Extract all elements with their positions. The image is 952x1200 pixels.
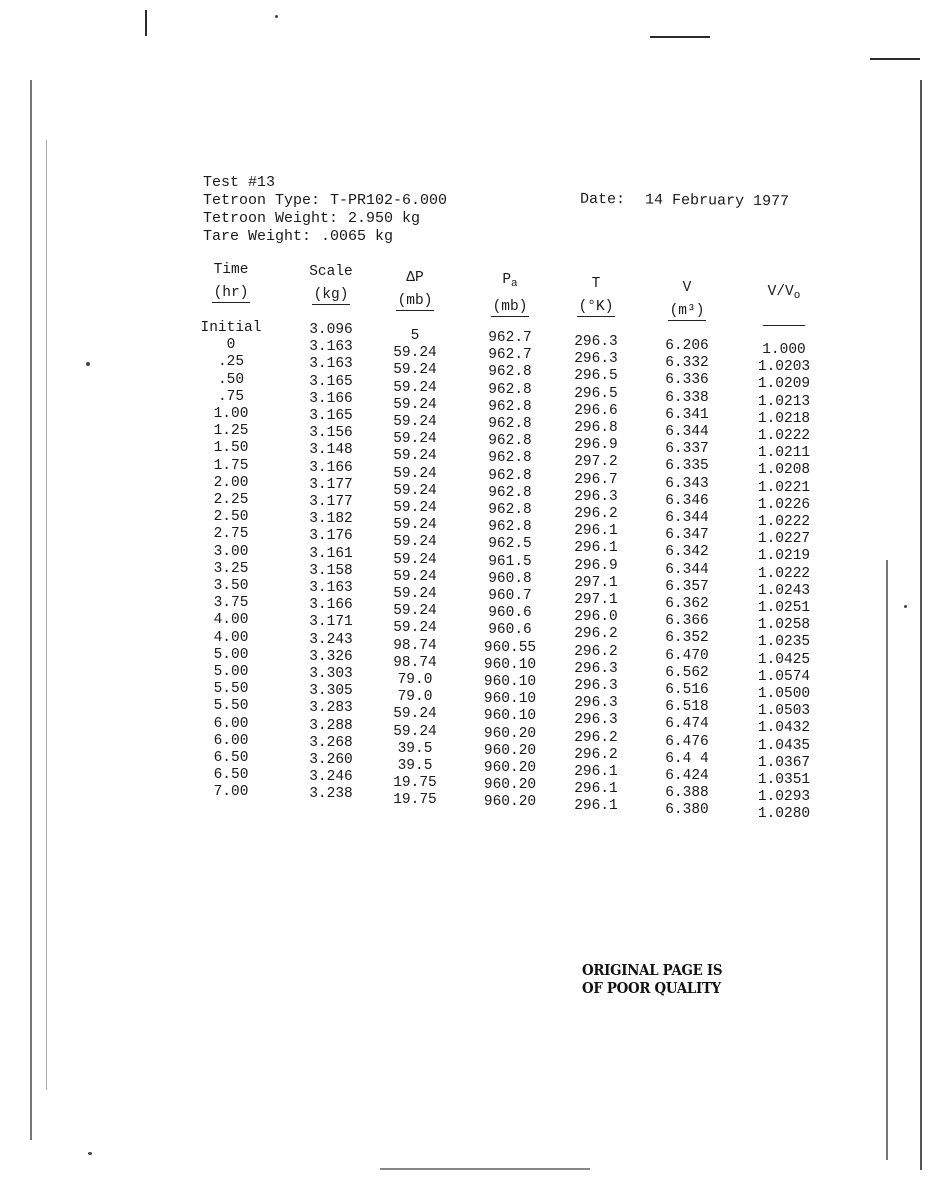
- cell-dp: 98.74: [393, 654, 437, 671]
- cell-t: 296.0: [574, 609, 618, 626]
- tare-weight-value: .0065 kg: [321, 228, 394, 245]
- test-number: Test #13: [203, 174, 276, 191]
- cell-vv: 1.0280: [757, 806, 811, 823]
- cell-t: 296.1: [574, 781, 618, 798]
- cell-time: 0: [226, 337, 236, 354]
- cell-pa: 960.6: [488, 605, 532, 622]
- column-title-v: V: [682, 280, 692, 296]
- cell-pa: 962.8: [488, 502, 532, 519]
- cell-time: 2.25: [213, 492, 249, 509]
- cell-vv: 1.0235: [757, 634, 811, 651]
- column-t: [552, 276, 640, 816]
- cell-dp: 59.24: [393, 414, 437, 431]
- scan-border-top-right-2: [870, 58, 920, 60]
- cell-v: 6.424: [665, 768, 709, 785]
- cell-pa: 960.10: [483, 656, 537, 673]
- cell-t: 296.5: [574, 368, 618, 385]
- cell-time: 3.75: [213, 595, 249, 612]
- scan-speck: [275, 15, 278, 18]
- cell-scale: 3.171: [309, 614, 353, 631]
- test-header: [203, 174, 447, 246]
- v-ratio-subscript: o: [793, 290, 801, 302]
- cell-time: 4.00: [213, 612, 249, 629]
- column-unit-v: (m³): [668, 303, 707, 321]
- cell-dp: 59.24: [393, 448, 437, 465]
- cell-t: 296.3: [574, 660, 618, 677]
- cell-pa: 962.8: [488, 364, 532, 381]
- cell-vv: 1.0251: [757, 600, 811, 617]
- cell-pa: 962.7: [488, 330, 532, 346]
- scan-speck: [904, 605, 907, 608]
- cell-v: 6.346: [665, 492, 709, 509]
- column-unit-t: (°K): [577, 299, 616, 317]
- cell-v: 6.344: [665, 561, 709, 578]
- tare-weight-label: Tare Weight:: [203, 228, 312, 245]
- cell-dp: 39.5: [397, 740, 433, 757]
- cell-t: 296.9: [574, 557, 618, 574]
- column-delta-p: [376, 270, 454, 810]
- cell-pa: 960.55: [483, 639, 537, 656]
- cell-dp: 79.0: [397, 672, 433, 689]
- pa-symbol: P: [502, 272, 512, 288]
- cell-pa: 960.8: [488, 570, 532, 587]
- cell-dp: 59.24: [393, 396, 437, 413]
- cell-scale: 3.182: [309, 511, 353, 528]
- cell-vv: 1.0222: [757, 514, 811, 531]
- column-unit-delta-p: (mb): [396, 293, 435, 311]
- cell-dp: 59.24: [393, 517, 437, 534]
- tetroon-weight-row: [203, 210, 447, 228]
- column-title-time: Time: [213, 262, 249, 278]
- cell-v: 6.336: [665, 372, 709, 389]
- cell-vv: 1.0221: [757, 479, 811, 496]
- cell-time: .75: [217, 388, 245, 405]
- cell-scale: 3.165: [309, 373, 353, 390]
- cell-v: 6.362: [665, 596, 709, 613]
- cell-t: 296.9: [574, 437, 618, 454]
- cell-vv: 1.0258: [757, 617, 811, 634]
- cell-scale: 3.166: [309, 459, 353, 476]
- cell-v: 6.4 4: [665, 750, 709, 767]
- cell-pa: 962.8: [488, 484, 532, 501]
- cell-time: 1.50: [213, 440, 249, 457]
- cell-time: 6.00: [213, 715, 249, 732]
- cell-time: 2.75: [213, 526, 249, 543]
- cell-v: 6.366: [665, 613, 709, 630]
- cell-vv: 1.0503: [757, 703, 811, 720]
- cell-vv: 1.0209: [757, 376, 811, 393]
- cell-scale: 3.096: [309, 322, 353, 338]
- cell-scale: 3.288: [309, 717, 353, 734]
- cell-v: 6.388: [665, 785, 709, 802]
- cell-pa: 962.8: [488, 450, 532, 467]
- column-body-v-ratio: [738, 342, 830, 824]
- column-unit-scale: (kg): [312, 287, 351, 305]
- cell-t: 296.3: [574, 712, 618, 729]
- cell-scale: 3.268: [309, 734, 353, 751]
- cell-time: 2.50: [213, 509, 249, 526]
- cell-v: 6.341: [665, 406, 709, 423]
- date-label: Date:: [579, 190, 626, 209]
- cell-t: 296.1: [574, 798, 618, 815]
- cell-v: 6.518: [665, 699, 709, 716]
- poor-quality-stamp: [582, 962, 722, 998]
- cell-v: 6.516: [665, 682, 709, 699]
- cell-v: 6.342: [665, 544, 709, 561]
- stamp-line-1: ORIGINAL PAGE IS: [582, 962, 723, 979]
- scan-border-bottom: [380, 1168, 590, 1170]
- test-date: [580, 191, 789, 211]
- cell-vv: 1.0367: [757, 754, 811, 771]
- cell-time: 6.50: [213, 767, 249, 784]
- stamp-line-2: OF POOR QUALITY: [582, 980, 721, 997]
- column-header-time: [190, 262, 272, 320]
- cell-time: 5.50: [213, 681, 249, 698]
- column-scale: [286, 264, 376, 804]
- cell-dp: 59.24: [393, 534, 437, 551]
- cell-time: 1.00: [213, 406, 249, 423]
- column-title-t: T: [591, 276, 601, 292]
- cell-v: 6.332: [665, 355, 709, 372]
- cell-vv: 1.0208: [757, 462, 811, 479]
- cell-t: 296.3: [574, 351, 618, 368]
- cell-scale: 3.243: [309, 631, 353, 648]
- cell-dp: 59.24: [393, 379, 437, 396]
- cell-dp: 39.5: [397, 758, 433, 775]
- cell-scale: 3.326: [309, 648, 353, 665]
- cell-pa: 962.8: [488, 433, 532, 450]
- cell-time: 2.00: [213, 474, 249, 491]
- cell-pa: 962.8: [488, 416, 532, 433]
- cell-t: 296.2: [574, 643, 618, 660]
- cell-vv: 1.0222: [757, 565, 811, 582]
- scan-border-left-2: [46, 140, 47, 1090]
- cell-t: 296.3: [574, 678, 618, 695]
- column-unit-pa: (mb): [491, 299, 530, 317]
- scan-border-top-left: [145, 10, 147, 36]
- cell-t: 297.1: [574, 574, 618, 591]
- cell-dp: 59.24: [393, 603, 437, 620]
- cell-time: 7.00: [213, 784, 249, 801]
- cell-dp: 59.24: [393, 586, 437, 603]
- cell-pa: 962.8: [488, 381, 532, 398]
- column-header-t: [552, 276, 640, 334]
- cell-vv: 1.000: [762, 342, 806, 358]
- cell-scale: 3.148: [309, 442, 353, 459]
- cell-vv: 1.0213: [757, 393, 811, 410]
- cell-pa: 960.20: [483, 760, 537, 777]
- scan-border-right-2: [886, 560, 888, 1160]
- cell-scale: 3.163: [309, 339, 353, 356]
- column-title-v-ratio: [738, 284, 830, 305]
- cell-t: 296.3: [574, 334, 618, 350]
- date-value: 14 February 1977: [644, 191, 790, 211]
- cell-time: .25: [217, 354, 245, 371]
- column-unit-time: (hr): [212, 285, 251, 303]
- cell-time: 6.00: [213, 732, 249, 749]
- scan-speck: [88, 1152, 92, 1155]
- scan-border-right: [920, 80, 922, 1170]
- scan-border-left: [30, 80, 32, 1140]
- column-title-scale: Scale: [309, 264, 353, 280]
- cell-pa: 960.7: [488, 588, 532, 605]
- cell-dp: 59.24: [393, 465, 437, 482]
- cell-pa: 960.10: [483, 674, 537, 691]
- cell-scale: 3.177: [309, 476, 353, 493]
- cell-t: 296.8: [574, 420, 618, 437]
- cell-dp: 59.24: [393, 706, 437, 723]
- cell-dp: 59.24: [393, 362, 437, 379]
- cell-scale: 3.163: [309, 580, 353, 597]
- cell-time: 4.00: [213, 629, 249, 646]
- column-body-scale: [286, 322, 376, 804]
- cell-v: 6.352: [665, 630, 709, 647]
- tetroon-type-value: T-PR102-6.000: [330, 192, 448, 209]
- cell-time: .50: [217, 371, 245, 388]
- cell-time: 1.25: [213, 423, 249, 440]
- cell-v: 6.344: [665, 510, 709, 527]
- cell-pa: 962.8: [488, 467, 532, 484]
- cell-dp: 59.24: [393, 482, 437, 499]
- column-rule-v-ratio: [763, 325, 805, 326]
- cell-vv: 1.0219: [757, 548, 811, 565]
- cell-vv: 1.0425: [757, 651, 811, 668]
- cell-scale: 3.303: [309, 666, 353, 683]
- cell-scale: 3.166: [309, 597, 353, 614]
- cell-scale: 3.283: [309, 700, 353, 717]
- cell-dp: 59.24: [393, 723, 437, 740]
- cell-time: 5.00: [213, 664, 249, 681]
- cell-t: 296.2: [574, 746, 618, 763]
- pa-subscript: a: [511, 278, 518, 290]
- cell-scale: 3.177: [309, 494, 353, 511]
- cell-vv: 1.0211: [757, 445, 811, 462]
- cell-vv: 1.0218: [757, 410, 811, 427]
- cell-scale: 3.305: [309, 683, 353, 700]
- cell-v: 6.470: [665, 647, 709, 664]
- cell-dp: 59.24: [393, 551, 437, 568]
- cell-scale: 3.260: [309, 752, 353, 769]
- column-body-v: [642, 338, 732, 820]
- cell-t: 296.7: [574, 471, 618, 488]
- cell-v: 6.335: [665, 458, 709, 475]
- cell-t: 296.2: [574, 729, 618, 746]
- cell-dp: 19.75: [393, 792, 437, 809]
- cell-vv: 1.0435: [757, 737, 811, 754]
- cell-v: 6.357: [665, 578, 709, 595]
- cell-t: 297.1: [574, 592, 618, 609]
- column-pa: [460, 272, 560, 812]
- cell-pa: 960.20: [483, 794, 537, 811]
- tetroon-weight-label: Tetroon Weight:: [203, 210, 339, 227]
- cell-v: 6.343: [665, 475, 709, 492]
- cell-scale: 3.165: [309, 408, 353, 425]
- cell-scale: 3.246: [309, 769, 353, 786]
- column-title-pa: [460, 272, 560, 293]
- cell-t: 296.6: [574, 402, 618, 419]
- cell-pa: 960.20: [483, 742, 537, 759]
- cell-scale: 3.166: [309, 390, 353, 407]
- cell-vv: 1.0226: [757, 496, 811, 513]
- column-header-scale: [286, 264, 376, 322]
- column-header-v-ratio: [738, 284, 830, 342]
- cell-pa: 961.5: [488, 553, 532, 570]
- cell-pa: 960.10: [483, 691, 537, 708]
- scan-border-top-right: [650, 36, 710, 38]
- cell-time: 1.75: [213, 457, 249, 474]
- column-title-delta-p: ΔP: [406, 270, 424, 286]
- cell-scale: 3.158: [309, 562, 353, 579]
- cell-scale: 3.238: [309, 786, 353, 803]
- cell-dp: 79.0: [397, 689, 433, 706]
- cell-pa: 960.20: [483, 725, 537, 742]
- cell-scale: 3.163: [309, 356, 353, 373]
- cell-vv: 1.0227: [757, 531, 811, 548]
- column-header-v: [642, 280, 732, 338]
- cell-time: 5.00: [213, 646, 249, 663]
- cell-time: 5.50: [213, 698, 249, 715]
- cell-t: 296.2: [574, 626, 618, 643]
- cell-t: 296.2: [574, 506, 618, 523]
- cell-vv: 1.0203: [757, 359, 811, 376]
- cell-v: 6.337: [665, 441, 709, 458]
- cell-v: 6.206: [665, 338, 709, 354]
- cell-scale: 3.176: [309, 528, 353, 545]
- cell-time: 3.50: [213, 578, 249, 595]
- cell-pa: 962.5: [488, 536, 532, 553]
- cell-v: 6.476: [665, 733, 709, 750]
- cell-v: 6.474: [665, 716, 709, 733]
- cell-vv: 1.0243: [757, 582, 811, 599]
- column-header-pa: [460, 272, 560, 330]
- column-body-delta-p: [376, 328, 454, 810]
- cell-t: 296.3: [574, 488, 618, 505]
- cell-v: 6.347: [665, 527, 709, 544]
- cell-dp: 59.24: [393, 620, 437, 637]
- cell-time: 3.25: [213, 560, 249, 577]
- cell-pa: 962.8: [488, 519, 532, 536]
- cell-time: Initial: [200, 320, 262, 336]
- cell-vv: 1.0222: [757, 428, 811, 445]
- cell-vv: 1.0500: [757, 686, 811, 703]
- column-body-time: [190, 320, 272, 802]
- cell-v: 6.344: [665, 424, 709, 441]
- tare-weight-row: [203, 228, 447, 246]
- v-ratio-symbol: V/V: [767, 284, 794, 300]
- cell-vv: 1.0351: [757, 772, 811, 789]
- cell-scale: 3.156: [309, 425, 353, 442]
- cell-t: 296.1: [574, 764, 618, 781]
- cell-pa: 962.7: [488, 347, 532, 364]
- cell-time: 6.50: [213, 750, 249, 767]
- tetroon-weight-value: 2.950 kg: [348, 210, 421, 227]
- column-v: [642, 280, 732, 820]
- cell-dp: 59.24: [393, 431, 437, 448]
- cell-t: 296.5: [574, 385, 618, 402]
- cell-pa: 960.6: [488, 622, 532, 639]
- cell-vv: 1.0574: [757, 668, 811, 685]
- cell-dp: 19.75: [393, 775, 437, 792]
- cell-pa: 962.8: [488, 398, 532, 415]
- cell-dp: 59.24: [393, 500, 437, 517]
- cell-time: 3.00: [213, 543, 249, 560]
- cell-vv: 1.0293: [757, 789, 811, 806]
- cell-dp: 98.74: [393, 637, 437, 654]
- column-header-delta-p: [376, 270, 454, 328]
- cell-pa: 960.10: [483, 708, 537, 725]
- tetroon-type-row: [203, 192, 447, 210]
- cell-dp: 59.24: [393, 568, 437, 585]
- cell-v: 6.562: [665, 664, 709, 681]
- cell-scale: 3.161: [309, 545, 353, 562]
- cell-v: 6.380: [665, 802, 709, 819]
- column-v-ratio: [738, 284, 830, 824]
- cell-t: 296.3: [574, 695, 618, 712]
- scan-speck: [86, 362, 90, 366]
- column-time: [190, 262, 272, 802]
- column-body-t: [552, 334, 640, 816]
- cell-dp: 5: [410, 328, 420, 344]
- column-body-pa: [460, 330, 560, 812]
- cell-t: 296.1: [574, 523, 618, 540]
- cell-vv: 1.0432: [757, 720, 811, 737]
- cell-t: 296.1: [574, 540, 618, 557]
- cell-v: 6.338: [665, 389, 709, 406]
- cell-pa: 960.20: [483, 777, 537, 794]
- tetroon-type-label: Tetroon Type:: [203, 192, 321, 209]
- cell-dp: 59.24: [393, 345, 437, 362]
- cell-t: 297.2: [574, 454, 618, 471]
